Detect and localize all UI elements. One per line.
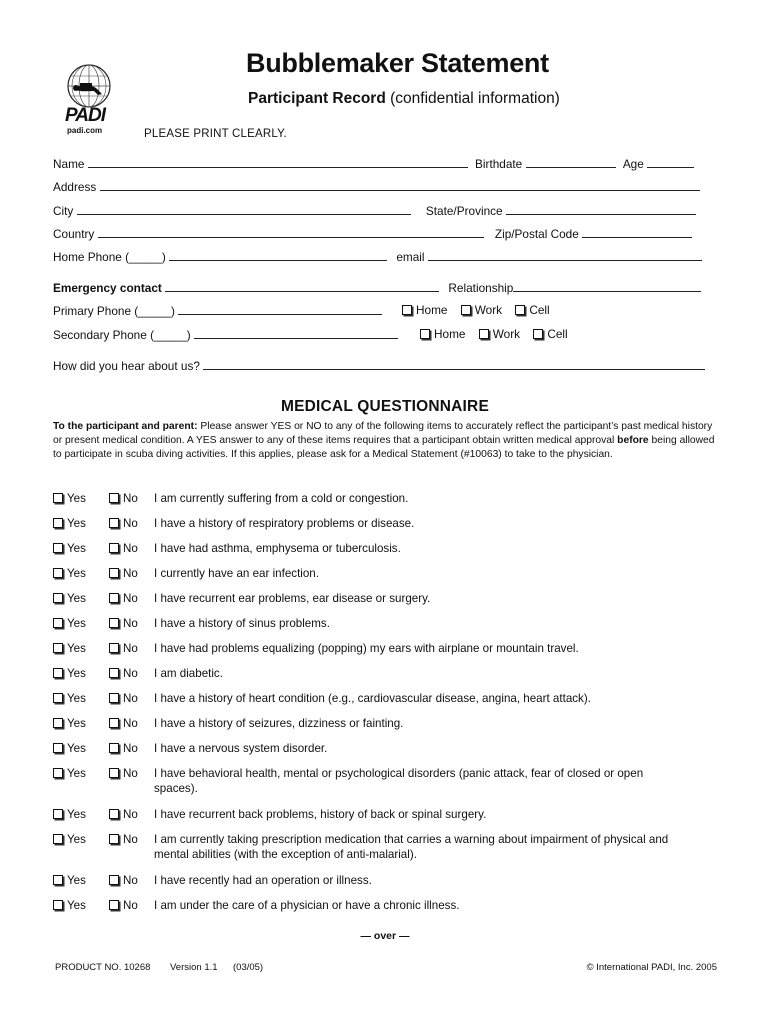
- intro-bold-before: before: [617, 435, 649, 446]
- no-option[interactable]: [109, 491, 138, 506]
- birthdate-field[interactable]: [526, 156, 616, 168]
- address-label: Address: [53, 180, 97, 194]
- checkbox-icon[interactable]: [109, 875, 119, 885]
- checkbox-icon[interactable]: [109, 900, 119, 910]
- secondary-phone-options: [420, 327, 578, 341]
- over-note: — over —: [360, 930, 410, 942]
- logo-url: padi.com: [67, 126, 103, 135]
- yes-label: Yes: [67, 492, 86, 505]
- checkbox-icon[interactable]: [109, 668, 119, 678]
- no-option[interactable]: [109, 716, 138, 731]
- yes-option[interactable]: [53, 832, 86, 847]
- question-text: I have behavioral health, mental or psychological disorders (panic attack, fear of closed or open spaces).: [154, 767, 644, 795]
- document-title: Bubblemaker Statement: [246, 48, 549, 78]
- yes-option[interactable]: [53, 491, 86, 506]
- no-label: No: [123, 517, 138, 530]
- city-row: [53, 203, 696, 218]
- no-label: No: [123, 808, 138, 821]
- option-label: Cell: [547, 327, 568, 341]
- no-option[interactable]: [109, 666, 138, 681]
- yes-label: Yes: [67, 767, 86, 780]
- state-field[interactable]: [506, 203, 696, 215]
- checkbox-icon[interactable]: [109, 543, 119, 553]
- no-option[interactable]: [109, 766, 138, 781]
- checkbox-icon[interactable]: [109, 809, 119, 819]
- checkbox-icon[interactable]: [479, 329, 489, 339]
- checkbox-icon[interactable]: [515, 305, 525, 315]
- document-subtitle: [248, 90, 560, 108]
- checkbox-icon[interactable]: [109, 618, 119, 628]
- yes-label: Yes: [67, 542, 86, 555]
- question-text: I have recently had an operation or illness.: [154, 874, 372, 887]
- product-number: PRODUCT NO. 10268: [55, 962, 151, 973]
- secondary-cell-option[interactable]: [533, 327, 567, 341]
- checkbox-icon[interactable]: [109, 718, 119, 728]
- question-text: I am under the care of a physician or have a chronic illness.: [154, 899, 460, 912]
- yes-label: Yes: [67, 717, 86, 730]
- no-option[interactable]: [109, 591, 138, 606]
- yes-option[interactable]: [53, 716, 86, 731]
- yes-option[interactable]: [53, 741, 86, 756]
- yes-option[interactable]: [53, 641, 86, 656]
- question-text: I have a history of respiratory problems or disease.: [154, 517, 415, 530]
- checkbox-icon[interactable]: [53, 643, 63, 653]
- yes-label: Yes: [67, 517, 86, 530]
- age-field[interactable]: [647, 156, 694, 168]
- email-field[interactable]: [428, 249, 702, 261]
- checkbox-icon[interactable]: [109, 593, 119, 603]
- no-label: No: [123, 833, 138, 846]
- option-label: Home: [416, 303, 448, 317]
- checkbox-icon[interactable]: [461, 305, 471, 315]
- subtitle-bold: Participant Record: [248, 90, 386, 107]
- hear-field[interactable]: [203, 358, 705, 370]
- emergency-label: Emergency contact: [53, 281, 162, 295]
- zip-label: Zip/Postal Code: [494, 227, 579, 241]
- yes-label: Yes: [67, 899, 86, 912]
- no-label: No: [123, 592, 138, 605]
- no-option[interactable]: [109, 898, 138, 913]
- hear-row: [53, 358, 705, 373]
- checkbox-icon[interactable]: [533, 329, 543, 339]
- no-option[interactable]: [109, 873, 138, 888]
- emergency-field[interactable]: [165, 280, 439, 292]
- checkbox-icon[interactable]: [53, 618, 63, 628]
- no-label: No: [123, 667, 138, 680]
- yes-option[interactable]: [53, 766, 86, 781]
- checkbox-icon[interactable]: [53, 543, 63, 553]
- primary-phone-row: [53, 303, 382, 318]
- question-text: I have recurrent ear problems, ear disease or surgery.: [154, 592, 431, 605]
- yes-option[interactable]: [53, 566, 86, 581]
- relationship-field[interactable]: [513, 280, 701, 292]
- yes-option[interactable]: [53, 898, 86, 913]
- no-label: No: [123, 767, 138, 780]
- primary-cell-option[interactable]: [515, 303, 549, 317]
- country-field[interactable]: [98, 226, 484, 238]
- no-label: No: [123, 492, 138, 505]
- checkbox-icon[interactable]: [53, 693, 63, 703]
- question-text: I am currently taking prescription medication that carries a warning about impairment of physical and mental abilities (with the exception of anti-malarial).: [154, 833, 669, 861]
- primary-phone-options: [402, 303, 560, 317]
- hear-label: How did you hear about us?: [53, 359, 200, 373]
- primary-phone-label: Primary Phone (_____): [53, 304, 175, 318]
- copyright: © International PADI, Inc. 2005: [586, 962, 717, 973]
- zip-field[interactable]: [582, 226, 692, 238]
- checkbox-icon[interactable]: [53, 900, 63, 910]
- address-row: [53, 179, 700, 194]
- version: Version 1.1: [170, 962, 218, 973]
- yes-label: Yes: [67, 617, 86, 630]
- yes-label: Yes: [67, 833, 86, 846]
- no-option[interactable]: [109, 566, 138, 581]
- no-label: No: [123, 874, 138, 887]
- yes-option[interactable]: [53, 873, 86, 888]
- yes-option[interactable]: [53, 591, 86, 606]
- home-phone-field[interactable]: [169, 249, 387, 261]
- no-label: No: [123, 617, 138, 630]
- email-label: email: [396, 250, 425, 264]
- checkbox-icon[interactable]: [53, 768, 63, 778]
- version-date: (03/05): [233, 962, 264, 973]
- yes-option[interactable]: [53, 541, 86, 556]
- checkbox-icon[interactable]: [53, 743, 63, 753]
- checkbox-icon[interactable]: [53, 593, 63, 603]
- home-phone-row: [53, 249, 702, 264]
- country-row: [53, 226, 692, 241]
- country-label: Country: [53, 227, 95, 241]
- no-option[interactable]: [109, 832, 138, 847]
- intro-text-1: Please answer YES or NO to any of the following items to accurately reflect the participant’s past medical history or present medical condition. A YES answer to any of these items requires that a participant obtain written medical approval: [53, 421, 713, 446]
- secondary-phone-label: Secondary Phone (_____): [53, 328, 191, 342]
- secondary-phone-row: [53, 327, 398, 342]
- secondary-work-option[interactable]: [479, 327, 520, 341]
- checkbox-icon[interactable]: [109, 493, 119, 503]
- no-option[interactable]: [109, 807, 138, 822]
- primary-home-option[interactable]: [402, 303, 447, 317]
- no-option[interactable]: [109, 741, 138, 756]
- yes-label: Yes: [67, 592, 86, 605]
- relationship-label: Relationship: [448, 281, 514, 295]
- question-text: I have a history of seizures, dizziness or fainting.: [154, 717, 404, 730]
- birthdate-label: Birthdate: [475, 157, 523, 171]
- no-option[interactable]: [109, 691, 138, 706]
- secondary-home-option[interactable]: [420, 327, 465, 341]
- name-label: Name: [53, 157, 85, 171]
- yes-label: Yes: [67, 642, 86, 655]
- yes-option[interactable]: [53, 616, 86, 631]
- subtitle-rest: (confidential information): [390, 90, 560, 107]
- yes-label: Yes: [67, 667, 86, 680]
- no-label: No: [123, 742, 138, 755]
- checkbox-icon[interactable]: [53, 518, 63, 528]
- intro-text-2: being allowed to participate in scuba diving activities. If this applies, please ask for a Medical Statement (#10063) to take to the physician.: [53, 435, 715, 460]
- option-label: Cell: [529, 303, 550, 317]
- primary-phone-field[interactable]: [178, 303, 382, 315]
- question-text: I have had asthma, emphysema or tuberculosis.: [154, 542, 401, 555]
- checkbox-icon[interactable]: [53, 493, 63, 503]
- checkbox-icon[interactable]: [402, 305, 412, 315]
- yes-label: Yes: [67, 742, 86, 755]
- yes-label: Yes: [67, 567, 86, 580]
- question-text: I currently have an ear infection.: [154, 567, 319, 580]
- address-field[interactable]: [100, 179, 700, 191]
- primary-work-option[interactable]: [461, 303, 502, 317]
- checkbox-icon[interactable]: [109, 743, 119, 753]
- no-option[interactable]: [109, 541, 138, 556]
- no-option[interactable]: [109, 616, 138, 631]
- print-note: PLEASE PRINT CLEARLY.: [144, 128, 287, 140]
- yes-label: Yes: [67, 874, 86, 887]
- checkbox-icon[interactable]: [53, 718, 63, 728]
- checkbox-icon[interactable]: [420, 329, 430, 339]
- question-text: I have a history of sinus problems.: [154, 617, 330, 630]
- intro-bold: To the participant and parent:: [53, 421, 198, 432]
- city-field[interactable]: [77, 203, 411, 215]
- checkbox-icon[interactable]: [53, 668, 63, 678]
- yes-option[interactable]: [53, 666, 86, 681]
- question-text: I am currently suffering from a cold or congestion.: [154, 492, 409, 505]
- checkbox-icon[interactable]: [109, 834, 119, 844]
- no-label: No: [123, 642, 138, 655]
- no-label: No: [123, 899, 138, 912]
- yes-label: Yes: [67, 808, 86, 821]
- option-label: Work: [492, 327, 521, 341]
- yes-label: Yes: [67, 692, 86, 705]
- question-text: I have recurrent back problems, history of back or spinal surgery.: [154, 808, 487, 821]
- state-label: State/Province: [425, 204, 503, 218]
- option-label: Work: [474, 303, 503, 317]
- checkbox-icon[interactable]: [109, 768, 119, 778]
- no-label: No: [123, 567, 138, 580]
- question-text: I have a history of heart condition (e.g., cardiovascular disease, angina, heart attack).: [154, 692, 591, 705]
- name-row: [53, 156, 694, 171]
- yes-option[interactable]: [53, 807, 86, 822]
- emergency-row: [53, 280, 701, 295]
- yes-option[interactable]: [53, 516, 86, 531]
- no-label: No: [123, 717, 138, 730]
- logo-text: PADI: [65, 105, 105, 126]
- home-phone-label: Home Phone (_____): [53, 250, 166, 264]
- no-label: No: [123, 542, 138, 555]
- name-field[interactable]: [88, 156, 468, 168]
- option-label: Home: [434, 327, 466, 341]
- age-label: Age: [622, 157, 644, 171]
- checkbox-icon[interactable]: [53, 809, 63, 819]
- checkbox-icon[interactable]: [109, 518, 119, 528]
- no-option[interactable]: [109, 641, 138, 656]
- question-text: I have a nervous system disorder.: [154, 742, 328, 755]
- padi-logo: [64, 64, 114, 136]
- city-label: City: [53, 204, 74, 218]
- question-text: I am diabetic.: [154, 667, 223, 680]
- checkbox-icon[interactable]: [109, 568, 119, 578]
- checkbox-icon[interactable]: [53, 834, 63, 844]
- medical-intro: [53, 420, 721, 462]
- yes-option[interactable]: [53, 691, 86, 706]
- no-option[interactable]: [109, 516, 138, 531]
- medical-title: MEDICAL QUESTIONNAIRE: [280, 398, 489, 415]
- checkbox-icon[interactable]: [109, 643, 119, 653]
- question-text: I have had problems equalizing (popping) my ears with airplane or mountain travel.: [154, 642, 579, 655]
- no-label: No: [123, 692, 138, 705]
- checkbox-icon[interactable]: [53, 568, 63, 578]
- checkbox-icon[interactable]: [53, 875, 63, 885]
- secondary-phone-field[interactable]: [194, 327, 398, 339]
- checkbox-icon[interactable]: [109, 693, 119, 703]
